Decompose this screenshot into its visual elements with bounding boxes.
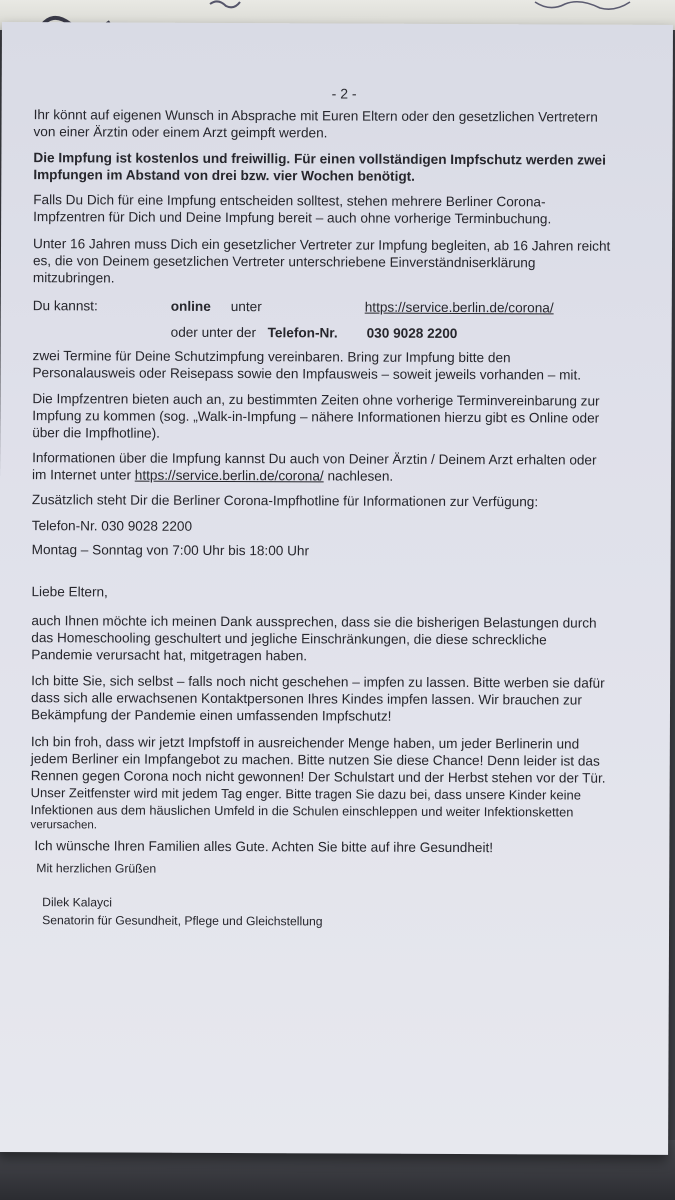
paragraph-line: es, die von Deinem gesetzlichen Vertreter unterschriebene Einverständniserklärung: [32, 253, 536, 271]
oder-unter-label: oder unter der: [170, 324, 257, 341]
signatory-title: Senatorin für Gesundheit, Pflege und Gleichstellung: [42, 913, 323, 929]
contact-intro-label: Du kannst:: [32, 298, 98, 314]
paragraph-line: das Homeschooling geschultert und jegliche Einschränkungen, die diese schreckliche: [31, 630, 547, 648]
corona-service-link[interactable]: https://service.berlin.de/corona/: [364, 299, 554, 316]
bold-paragraph-line: Impfungen im Abstand von drei bzw. vier Wochen benötigt.: [33, 167, 416, 184]
hotline-phone: Telefon-Nr. 030 9028 2200: [31, 518, 193, 534]
paragraph-line: Infektionen aus dem häuslichen Umfeld in die Schulen einschleppen und weiter Infektionsketten: [30, 802, 574, 820]
paragraph-line: Ich bin froh, dass wir jetzt Impfstoff in ausreichender Menge haben, um jeder Berlinerin und: [30, 734, 580, 752]
paragraph-line: Zusätzlich steht Dir die Berliner Corona-Impfhotline für Informationen zur Verfügung:: [31, 492, 539, 510]
closing-greeting: Mit herzlichen Grüßen: [36, 861, 157, 876]
paragraph-line: Pandemie verursacht hat, mitgetragen haben.: [31, 647, 308, 664]
unter-label: unter: [230, 299, 262, 315]
online-label: online: [170, 298, 211, 314]
paragraph-line: Ihr könnt auf eigenen Wunsch in Absprache mit Euren Eltern oder den gesetzlichen Vertretern: [33, 107, 598, 125]
paragraph-line: dass sich alle erwachsenen Kontaktpersonen Ihres Kindes impfen lassen. Wir brauchen zur: [31, 690, 582, 708]
salutation: Liebe Eltern,: [31, 584, 108, 600]
page-number: - 2 -: [331, 85, 357, 102]
paragraph-line: Unser Zeitfenster wird mit jedem Tag enger. Bitte tragen Sie dazu bei, dass unsere Kinder keine: [30, 785, 582, 803]
paragraph-line-with-link: [32, 467, 675, 486]
telefon-label: Telefon-Nr.: [267, 325, 338, 341]
paragraph-line: mitzubringen.: [32, 270, 115, 286]
paragraph-line: Informationen über die Impfung kannst Du auch von Deiner Ärztin / Deinem Arzt erhalten oder: [32, 450, 597, 468]
nachlesen-label: nachlesen.: [327, 468, 394, 484]
paragraph-line: Bekämpfung der Pandemie einen umfassenden Impfschutz!: [30, 707, 392, 724]
paragraph-line: Impfung zu kommen (sog. „Walk-in-Impfung – nähere Informationen hierzu gibt es Online oder: [32, 408, 600, 426]
closing-wish: Ich wünsche Ihren Familien alles Gute. Achten Sie bitte auf ihre Gesundheit!: [34, 838, 494, 856]
signatory-name: Dilek Kalayci: [42, 895, 112, 910]
hotline-hours: Montag – Sonntag von 7:00 Uhr bis 18:00 Uhr: [31, 542, 310, 559]
internet-label: im Internet unter: [31, 467, 132, 483]
paragraph-line: von einer Ärztin oder einem Arzt geimpft werden.: [33, 124, 328, 141]
paragraph-line: jedem Berliner ein Impfangebot zu machen. Bitte nutzen Sie diese Chance! Denn leider ist das: [30, 751, 600, 769]
paragraph-line: Impfzentren für Dich und Deine Impfung bereit – auch ohne vorherige Terminbuchung.: [33, 209, 552, 227]
paragraph-line: Ich bitte Sie, sich selbst – falls noch nicht geschehen – impfen zu lassen. Bitte werben sie dafür: [31, 673, 605, 691]
bold-paragraph-line: Die Impfung ist kostenlos und freiwillig. Für einen vollständigen Impfschutz werden zwei: [33, 150, 606, 168]
paragraph-line: zwei Termine für Deine Schutzimpfung vereinbaren. Bring zur Impfung bitte den: [32, 348, 511, 366]
paragraph-line: Falls Du Dich für eine Impfung entscheiden solltest, stehen mehrere Berliner Corona-: [33, 192, 546, 210]
corona-service-link-2[interactable]: https://service.berlin.de/corona/: [134, 467, 324, 484]
paragraph-line: über die Impfhotline).: [32, 425, 160, 441]
document-page: [0, 22, 673, 1155]
paragraph-line: auch Ihnen möchte ich meinen Dank aussprechen, dass sie die bisherigen Belastungen durch: [31, 613, 597, 631]
paragraph-line: Personalausweis oder Reisepass sowie den Impfausweis – soweit jeweils vorhanden – mit.: [32, 365, 582, 383]
phone-number: 030 9028 2200: [366, 325, 458, 341]
paragraph-line: Rennen gegen Corona noch nicht gewonnen! Der Schulstart und der Herbst stehen vor der Tür.: [30, 768, 606, 786]
paragraph-line: verursachen.: [30, 819, 98, 832]
paragraph-line: Unter 16 Jahren muss Dich ein gesetzlicher Vertreter zur Impfung begleiten, ab 16 Jahren reicht: [33, 236, 611, 254]
paragraph-line: Die Impfzentren bieten auch an, zu bestimmten Zeiten ohne vorherige Terminvereinbarung zur: [32, 391, 600, 409]
